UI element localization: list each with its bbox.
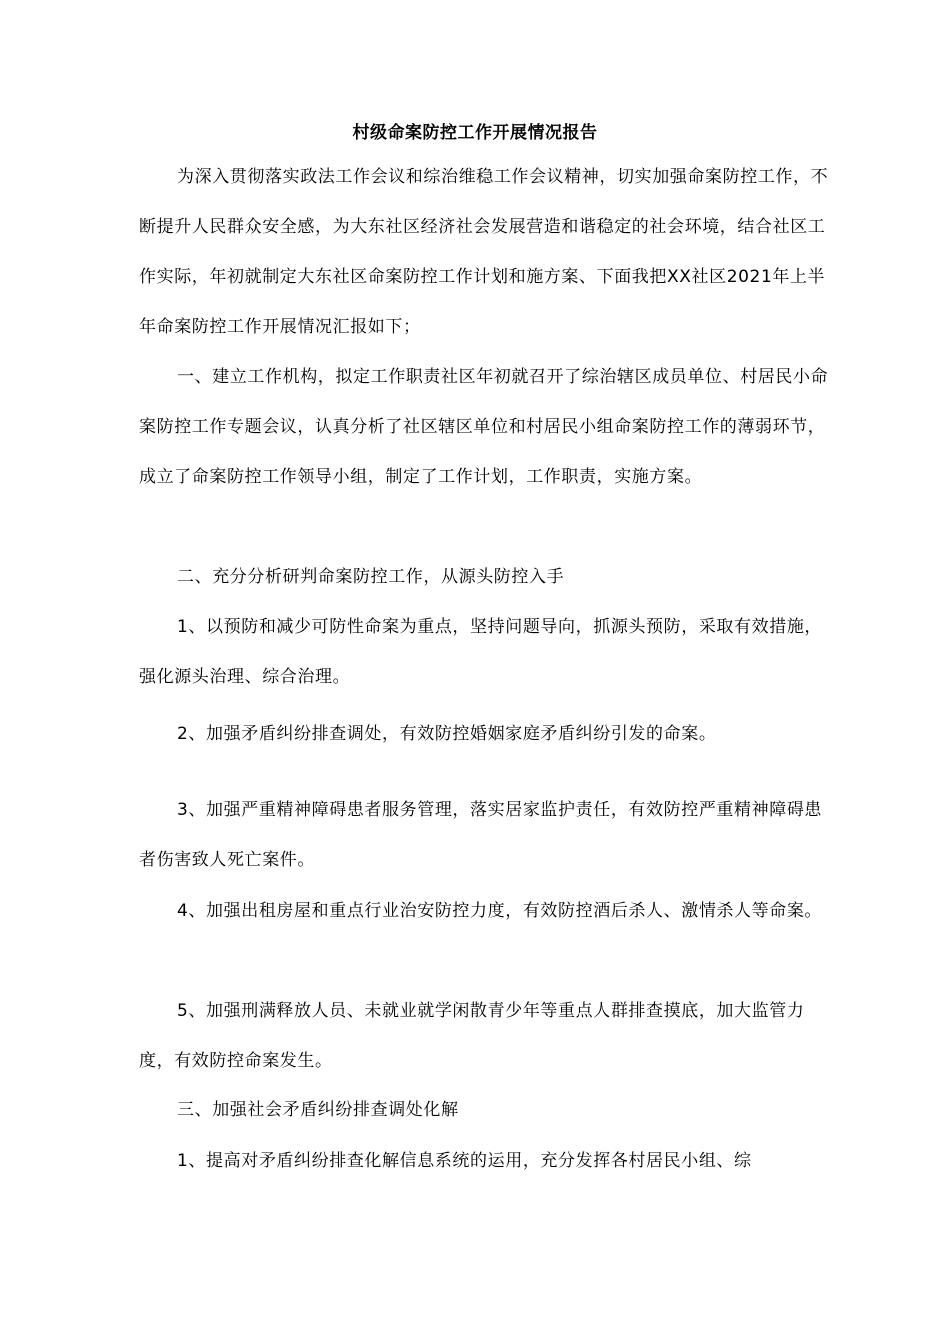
paragraph-item-2-2: 2、加强矛盾纠纷排查调处，有效防控婚姻家庭矛盾纠纷引发的命案。 [177,724,717,744]
paragraph-item-2-4: 4、加强出租房屋和重点行业治安防控力度，有效防控酒后杀人、激情杀人等命案。 [177,901,823,921]
paragraph-section-2-heading: 二、充分分析研判命案防控工作，从源头防控入手 [177,567,565,587]
paragraph-section-3-heading: 三、加强社会矛盾纠纷排查调处化解 [177,1100,459,1120]
paragraph-item-2-1: 1、以预防和减少可防性命案为重点，坚持问题导向，抓源头预防，采取有效措施，强化源头治理、综合治理。 [139,617,823,687]
document-title: 村级命案防控工作开展情况报告 [352,123,598,143]
paragraph-item-3-1: 1、提高对矛盾纠纷排查化解信息系统的运用，充分发挥各村居民小组、综 [177,1151,752,1171]
paragraph-item-2-5: 5、加强刑满释放人员、未就业就学闲散青少年等重点人群排查摸底，加大监管力度，有效防控命案发生。 [139,1001,805,1071]
paragraph-intro: 为深入贯彻落实政法工作会议和综治维稳工作会议精神，切实加强命案防控工作，不断提升人民群众安全感，为大东社区经济社会发展营造和谐稳定的社会环境，结合社区工作实际，年初就制定大东社区命案防控工作计划和施方案、下面我把XX社区2021年上半年命案防控工作开展情况汇报如下； [139,167,829,337]
paragraph-item-2-3: 3、加强严重精神障碍患者服务管理，落实居家监护责任，有效防控严重精神障碍患者伤害致人死亡案件。 [139,800,823,870]
paragraph-section-1: 一、建立工作机构，拟定工作职责社区年初就召开了综治辖区成员单位、村居民小命案防控工作专题会议，认真分析了社区辖区单位和村居民小组命案防控工作的薄弱环节，成立了命案防控工作领导小组，制定了工作计划，工作职责，实施方案。 [139,367,829,487]
